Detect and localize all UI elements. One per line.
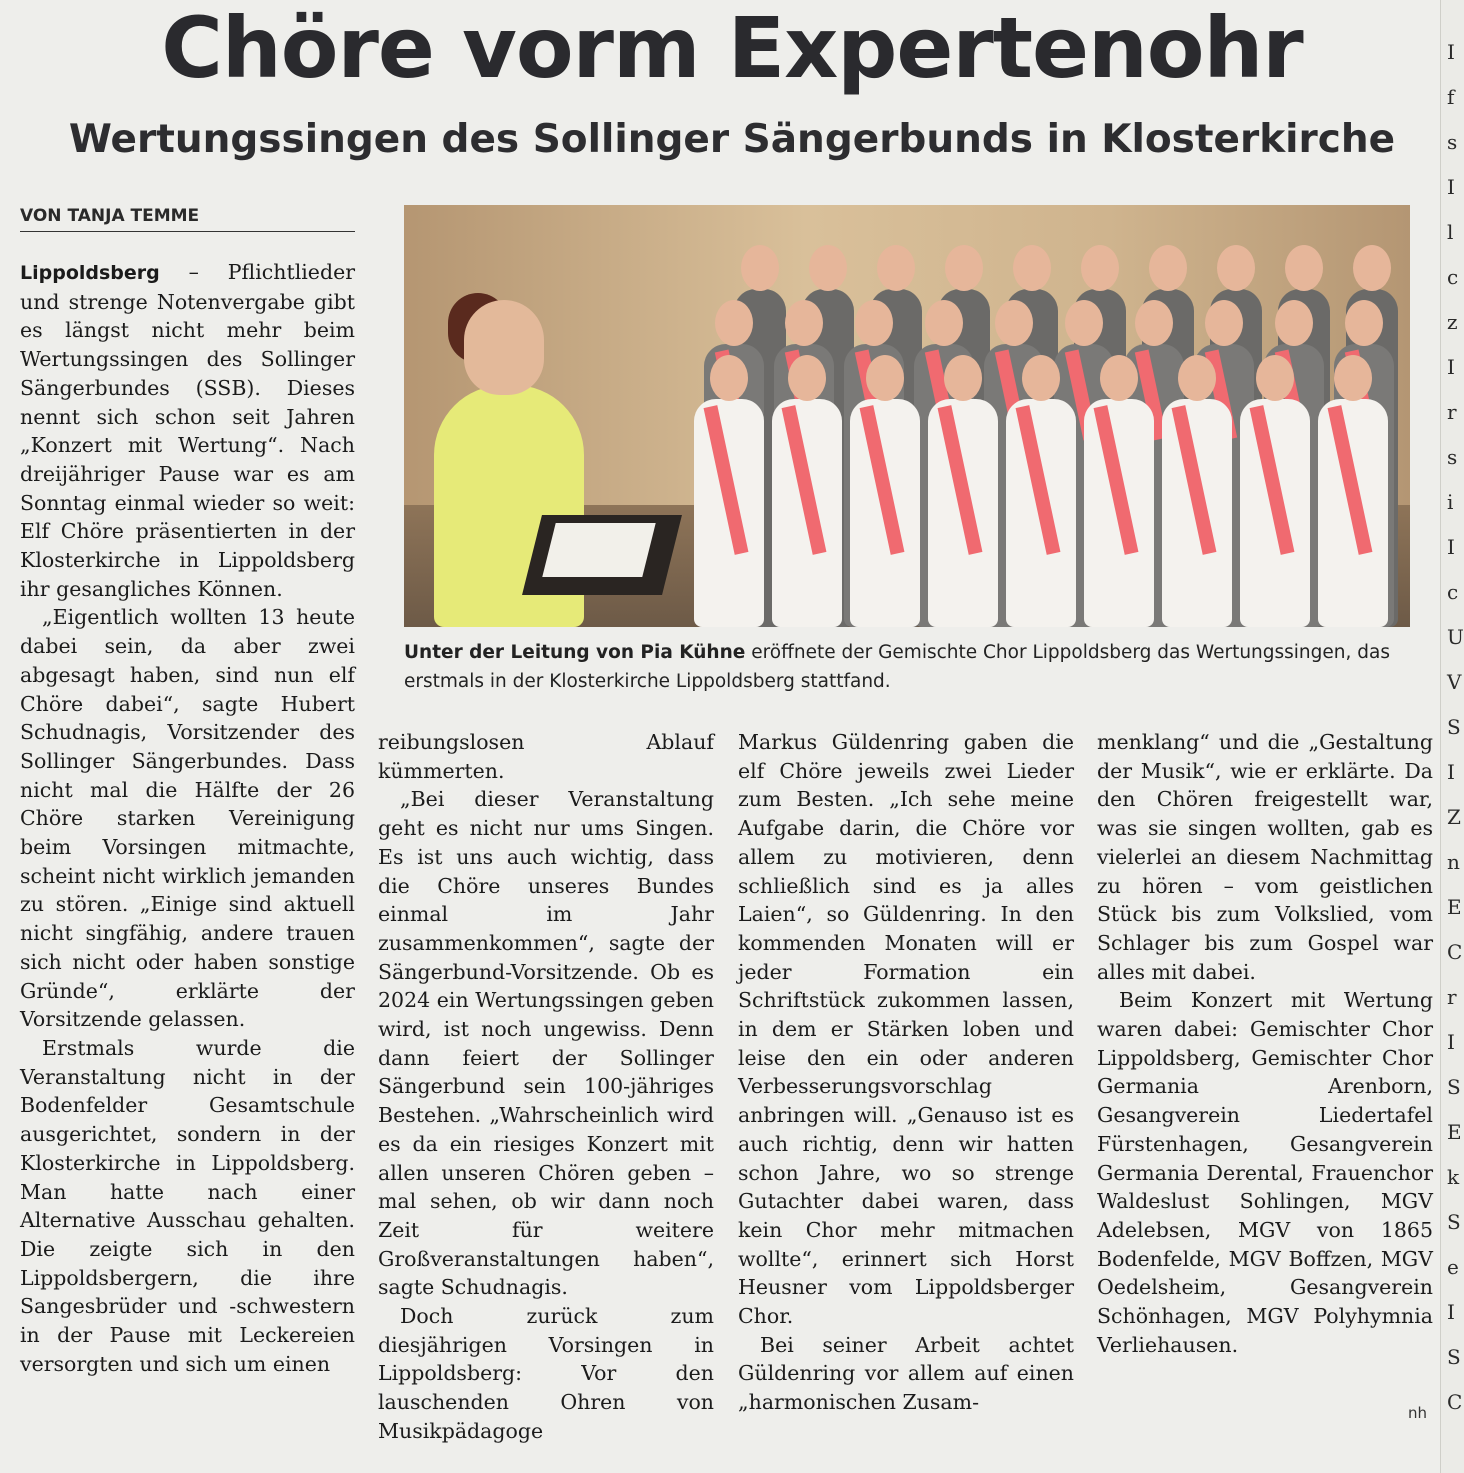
- author-signature: nh: [1408, 1404, 1428, 1422]
- edge-letter: r: [1447, 985, 1457, 1009]
- edge-letter: C: [1447, 940, 1463, 964]
- edge-letter: I: [1447, 1300, 1455, 1324]
- edge-letter: r: [1447, 400, 1457, 424]
- singer-head: [1256, 355, 1294, 401]
- paragraph: Beim Konzert mit Wertung waren dabei: Gemischter Chor Lippoldsberg, Gemischter Chor Germania Arenborn, Gesangverein Liedertafel Fürstenhagen, Gesangverein Germania Derental, Frauenchor Waldeslust Sohlingen, MGV Adelebsen, MGV von 1865 Bodenfelde, MGV Boffzen, MGV Oedelsheim, Gesangverein Schönhagen, MGV Polyhymnia Verliehausen.: [1097, 988, 1433, 1357]
- byline: VON TANJA TEMME: [20, 205, 355, 232]
- edge-letter: e: [1447, 1255, 1459, 1279]
- singer-head: [1135, 300, 1173, 346]
- article-column-2: [378, 728, 714, 1446]
- edge-letter: C: [1447, 1390, 1463, 1414]
- caption-lead: Unter der Leitung von Pia Kühne: [404, 642, 746, 663]
- conductor-head: [464, 300, 544, 395]
- edge-letter: z: [1447, 310, 1458, 334]
- singer-head: [1081, 245, 1119, 291]
- edge-letter: S: [1447, 715, 1461, 739]
- singer-head: [1065, 300, 1103, 346]
- edge-letter: S: [1447, 1345, 1461, 1369]
- edge-letter: n: [1447, 850, 1460, 874]
- edge-letter: s: [1447, 130, 1458, 154]
- edge-letter: c: [1447, 580, 1459, 604]
- singer-head: [1022, 355, 1060, 401]
- edge-letter: U: [1447, 625, 1464, 649]
- edge-letter: s: [1447, 445, 1458, 469]
- choir-photo: [404, 205, 1410, 627]
- singer-head: [1205, 300, 1243, 346]
- singer-head: [944, 355, 982, 401]
- edge-letter: i: [1447, 490, 1454, 514]
- edge-letter: S: [1447, 1210, 1461, 1234]
- singer-head: [1334, 355, 1372, 401]
- singer-head: [1149, 245, 1187, 291]
- article-column-4: [1097, 728, 1433, 1359]
- singer-head: [925, 300, 963, 346]
- singer-head: [866, 355, 904, 401]
- edge-letter: E: [1447, 1120, 1462, 1144]
- singer-head: [1178, 355, 1216, 401]
- edge-letter: I: [1447, 1030, 1455, 1054]
- singer-head: [1275, 300, 1313, 346]
- paragraph: „Bei dieser Veranstaltung geht es nicht nur ums Singen. Es ist uns auch wichtig, dass die Chöre unseres Bundes einmal im Jahr zusammenkommen“, sagte der Sängerbund-Vorsitzende. Ob es 2024 ein Wertungssingen geben wird, ist noch ungewiss. Denn dann feiert der Sollinger Sängerbund sein 100-jähriges Bestehen. „Wahrscheinlich wird es da ein riesiges Konzert mit allen unseren Chören geben – mal sehen, ob wir dann noch Zeit für weitere Großveranstaltungen haben“, sagte Schudnagis.: [378, 787, 714, 1300]
- edge-letter: k: [1447, 1165, 1460, 1189]
- edge-letter: l: [1447, 220, 1454, 244]
- edge-letter: c: [1447, 265, 1459, 289]
- singer-head: [1100, 355, 1138, 401]
- edge-letter: E: [1447, 895, 1462, 919]
- caption-text: eröffnete der Gemischte Chor Lippoldsberg das Wertungssingen, das erstmals in der Klosterkirche Lippoldsberg stattfand.: [404, 642, 1390, 692]
- singer-head: [1285, 245, 1323, 291]
- photo-caption: [404, 638, 1410, 700]
- dateline: Lippoldsberg: [20, 262, 160, 284]
- singer-head: [1217, 245, 1255, 291]
- edge-letter: S: [1447, 1075, 1461, 1099]
- paragraph: Markus Güldenring gaben die elf Chöre jeweils zwei Lieder zum Besten. „Ich sehe meine Aufgabe darin, die Chöre vor allem zu motivieren, denn schließlich sind es ja alles Laien“, so Güldenring. In den kommenden Monaten will er jeder Formation ein Schriftstück zukommen lassen, in dem er Stärken loben und leise den ein oder anderen Verbesserungsvorschlag anbringen will. „Genauso ist es auch richtig, denn wir hatten schon Jahre, wo so strenge Gutachter dabei waren, dass kein Chor mehr mitmachen wollte“, erinnert sich Horst Heusner vom Lippoldsberger Chor.: [738, 730, 1074, 1329]
- singer-head: [741, 245, 779, 291]
- edge-letter: I: [1447, 355, 1455, 379]
- edge-letter: I: [1447, 760, 1455, 784]
- subheadline: Wertungssingen des Sollinger Sängerbunds in Klosterkirche: [68, 117, 1396, 162]
- adjacent-article-edge: [1440, 0, 1464, 1473]
- singer-head: [809, 245, 847, 291]
- singer-head: [855, 300, 893, 346]
- singer-head: [1013, 245, 1051, 291]
- paragraph: reibungslosen Ablauf kümmerten.: [378, 730, 714, 783]
- edge-letter: I: [1447, 535, 1455, 559]
- paragraph: Erstmals wurde die Veranstaltung nicht in der Bodenfelder Gesamtschule ausgerichtet, sondern in der Klosterkirche in Lippoldsberg. Man hatte nach einer Alternative Ausschau gehalten. Die zeigte sich in den Lippoldsbergern, die ihre Sangesbrüder und -schwestern in der Pause mit Leckereien versorgten und sich um einen: [20, 1035, 355, 1376]
- singer-head: [710, 355, 748, 401]
- singer-head: [785, 300, 823, 346]
- singer-head: [788, 355, 826, 401]
- paragraph: Doch zurück zum diesjährigen Vorsingen in Lippoldsberg: Vor den lauschenden Ohren von Musikpädagoge: [378, 1304, 714, 1443]
- edge-letter: f: [1447, 85, 1455, 109]
- edge-letter: I: [1447, 40, 1455, 64]
- singer-head: [1345, 300, 1383, 346]
- edge-letter: V: [1447, 670, 1462, 694]
- article-column-1: [20, 258, 355, 1378]
- article-column-3: [738, 728, 1074, 1417]
- sheet-music: [542, 523, 655, 577]
- headline: Chöre vorm Expertenohr: [161, 0, 1303, 97]
- paragraph: menklang“ und die „Gestaltung der Musik“, wie er erklärte. Da den Chören freigestellt war, was sie singen wollten, gab es vielerlei an diesem Nachmittag zu hören – vom geistlichen Stück bis zum Volkslied, vom Schlager bis zum Gospel war alles mit dabei.: [1097, 730, 1433, 984]
- singer-head: [877, 245, 915, 291]
- singer-head: [1353, 245, 1391, 291]
- paragraph: [20, 258, 355, 603]
- singer-head: [995, 300, 1033, 346]
- paragraph-text: – Pflichtlieder und strenge Notenvergabe gibt es längst nicht mehr beim Wertungssingen des Sollinger Sängerbundes (SSB). Dieses nennt sich schon seit Jahren „Konzert mit Wertung“. Nach dreijähriger Pause war es am Sonntag einmal wieder so weit: Elf Chöre präsentierten in der Klosterkirche in Lippoldsberg ihr gesangliches Können.: [20, 260, 355, 601]
- singer-head: [715, 300, 753, 346]
- paragraph: „Eigentlich wollten 13 heute dabei sein, da aber zwei abgesagt haben, sind nun elf Chöre dabei“, sagte Hubert Schudnagis, Vorsitzender des Sollinger Sängerbundes. Dass nicht mal die Hälfte der 26 Chöre starken Vereinigung beim Vorsingen mitmachte, scheint nicht wirklich jemanden zu stören. „Einige sind aktuell nicht singfähig, andere trauen sich nicht oder haben sonstige Gründe“, erklärte der Vorsitzende gelassen.: [20, 605, 355, 1032]
- singer-head: [945, 245, 983, 291]
- paragraph: Bei seiner Arbeit achtet Güldenring vor allem auf einen „harmonischen Zusam-: [738, 1332, 1074, 1415]
- edge-letter: I: [1447, 175, 1455, 199]
- edge-letter: Z: [1447, 805, 1461, 829]
